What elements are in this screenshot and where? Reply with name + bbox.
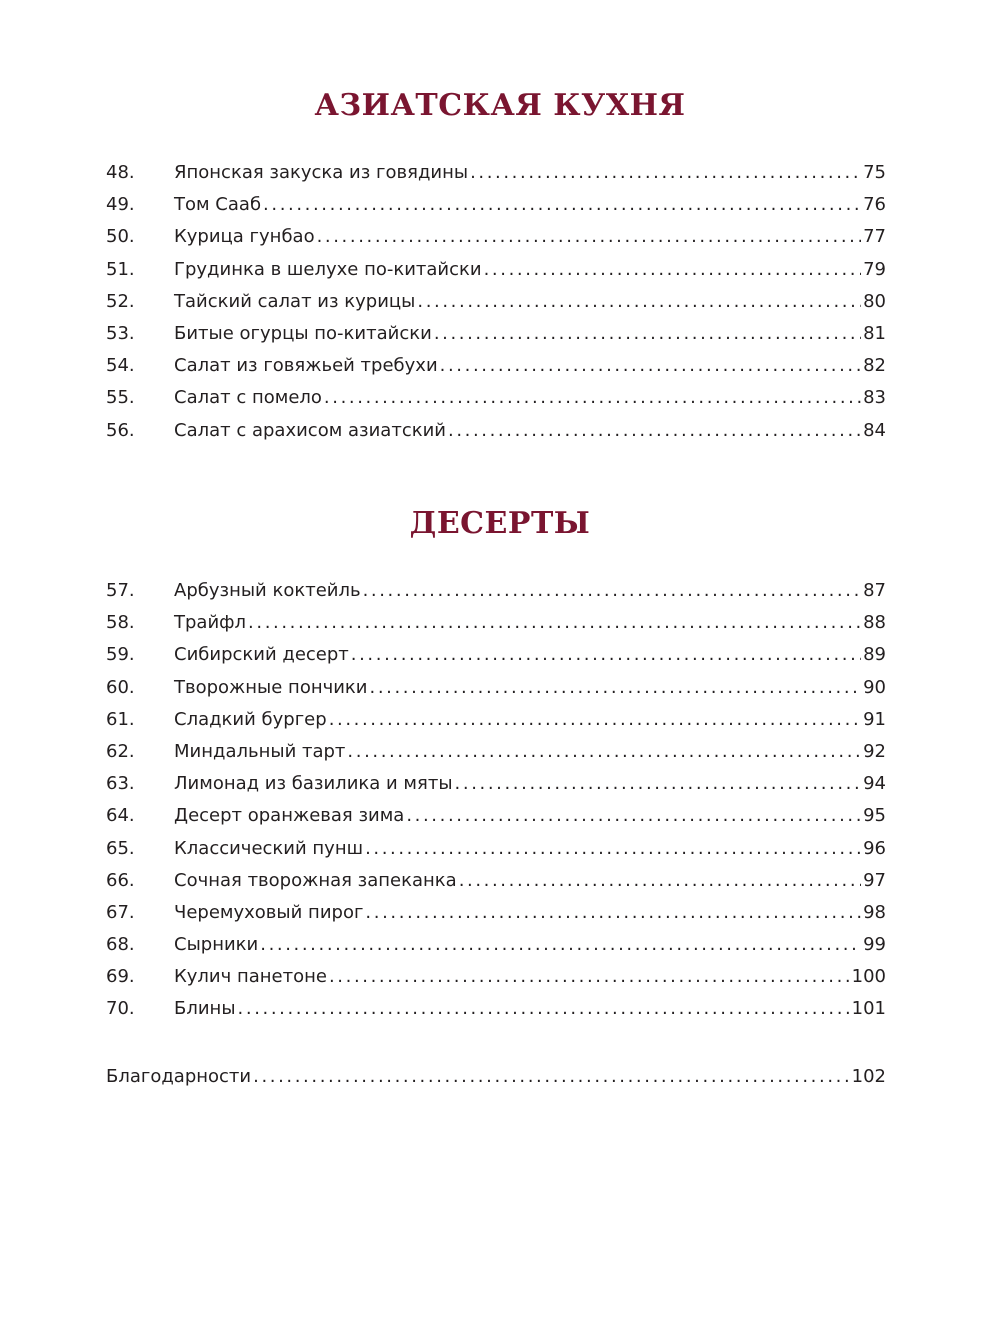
toc-entry[interactable]: [106, 226, 886, 258]
toc-entry-number: 52.: [106, 290, 135, 312]
toc-dot-leader: [370, 677, 862, 699]
toc-entry-page: 102: [851, 1066, 886, 1087]
toc-entry-title: Грудинка в шелухе по-китайски: [174, 258, 482, 280]
toc-entry-number: 67.: [106, 901, 135, 923]
toc-entry-title: Блины: [174, 998, 236, 1020]
toc-entry-title: Сибирский десерт: [174, 644, 349, 666]
toc-entry-title: Сырники: [174, 934, 259, 956]
toc-entry-page: 76: [863, 194, 886, 216]
toc-dot-leader: [470, 162, 861, 184]
toc-entry[interactable]: [106, 709, 886, 741]
toc-entry-title: Миндальный тарт: [174, 740, 346, 762]
toc-entry[interactable]: [106, 580, 886, 612]
toc-entry[interactable]: [106, 291, 886, 323]
toc-dot-leader: [448, 420, 861, 442]
toc-entry[interactable]: [106, 162, 886, 194]
toc-entry-number: 56.: [106, 419, 135, 441]
toc-entry-page: 87: [863, 580, 886, 601]
toc-entry-page: 92: [863, 740, 886, 762]
toc-entry-page: 100: [851, 966, 886, 988]
toc-entry-page: 97: [863, 869, 886, 891]
toc-entry-title: Салат из говяжьей требухи: [174, 355, 438, 377]
toc-entry-title: Том Сааб: [174, 194, 262, 216]
toc-entry-number: 69.: [106, 966, 135, 988]
toc-entry-number: 58.: [106, 612, 135, 634]
toc-entry[interactable]: [106, 741, 886, 773]
toc-entry[interactable]: [106, 644, 886, 676]
toc-dot-leader: [347, 741, 861, 763]
toc-dot-leader: [434, 323, 861, 345]
toc-entry-number: 54.: [106, 355, 135, 377]
toc-entry-title: Курица гунбао: [174, 226, 315, 248]
toc-entry[interactable]: [106, 259, 886, 291]
toc-entry-title: Сладкий бургер: [174, 708, 327, 730]
toc-dot-leader: [329, 966, 850, 988]
toc-entry-number: 55.: [106, 387, 135, 409]
toc-entry[interactable]: [106, 387, 886, 419]
toc-entry-page: 95: [863, 805, 886, 827]
toc-entry-number: 64.: [106, 805, 135, 827]
toc-entry-number: 49.: [106, 194, 135, 216]
toc-entry-page: 91: [863, 708, 886, 730]
toc-entry-number: 68.: [106, 934, 135, 956]
toc-entry[interactable]: [106, 934, 886, 966]
toc-entry-title: Битые огурцы по-китайски: [174, 322, 432, 344]
toc-entry-number: 59.: [106, 644, 135, 666]
toc-entry-title: Классический пунш: [174, 837, 364, 859]
toc-entry-page: 90: [863, 676, 886, 698]
toc-dot-leader: [324, 387, 861, 409]
toc-list-desserts: [106, 580, 886, 1031]
toc-entry[interactable]: [106, 323, 886, 355]
toc-entry-number: 53.: [106, 322, 135, 344]
toc-entry-title: Десерт оранжевая зима: [174, 805, 405, 827]
toc-entry[interactable]: [106, 355, 886, 387]
toc-entry-title: Кулич панетоне: [174, 966, 327, 988]
toc-entry-title: Творожные пончики: [174, 676, 368, 698]
toc-dot-leader: [317, 226, 862, 248]
toc-entry[interactable]: [106, 870, 886, 902]
toc-entry-title: Тайский салат из курицы: [174, 290, 416, 312]
toc-entry-number: 62.: [106, 740, 135, 762]
toc-dot-leader: [406, 805, 861, 827]
toc-dot-leader: [260, 934, 861, 956]
toc-entry-number: 63.: [106, 773, 135, 795]
toc-entry[interactable]: [106, 773, 886, 805]
toc-entry[interactable]: [106, 612, 886, 644]
toc-dot-leader: [248, 612, 861, 634]
toc-entry-number: 70.: [106, 998, 135, 1020]
toc-entry-acknowledgements[interactable]: [106, 1066, 886, 1098]
toc-list-asian: [106, 162, 886, 452]
toc-entry-page: 98: [863, 901, 886, 923]
toc-entry-page: 99: [863, 934, 886, 956]
toc-entry-page: 82: [863, 355, 886, 377]
toc-entry-page: 88: [863, 612, 886, 634]
toc-dot-leader: [455, 773, 862, 795]
toc-entry-number: 61.: [106, 708, 135, 730]
toc-dot-leader: [253, 1066, 850, 1088]
toc-entry-title: Черемуховый пирог: [174, 901, 364, 923]
toc-dot-leader: [351, 644, 861, 666]
toc-dot-leader: [417, 291, 861, 313]
toc-entry-page: 81: [863, 322, 886, 344]
toc-dot-leader: [365, 838, 861, 860]
section-title-asian: АЗИАТСКАЯ КУХНЯ: [314, 88, 686, 123]
toc-entry-title: Салат с помело: [174, 387, 322, 409]
toc-entry[interactable]: [106, 194, 886, 226]
toc-entry-title: Арбузный коктейль: [174, 580, 361, 601]
toc-entry-title: Салат с арахисом азиатский: [174, 419, 446, 441]
toc-entry[interactable]: [106, 420, 886, 452]
toc-entry[interactable]: [106, 838, 886, 870]
toc-entry-page: 96: [863, 837, 886, 859]
toc-entry-title: Сочная творожная запеканка: [174, 869, 457, 891]
toc-dot-leader: [363, 580, 862, 602]
toc-dot-leader: [459, 870, 861, 892]
toc-entry[interactable]: [106, 998, 886, 1030]
toc-entry-page: 89: [863, 644, 886, 666]
toc-entry-page: 79: [863, 258, 886, 280]
toc-dot-leader: [440, 355, 861, 377]
toc-entry-number: 50.: [106, 226, 135, 248]
toc-dot-leader: [365, 902, 861, 924]
toc-entry-title: Лимонад из базилика и мяты: [174, 773, 453, 795]
toc-entry[interactable]: [106, 966, 886, 998]
toc-entry-number: 65.: [106, 837, 135, 859]
toc-entry-page: 77: [863, 226, 886, 248]
toc-entry[interactable]: [106, 805, 886, 837]
toc-entry-page: 80: [863, 290, 886, 312]
toc-entry-number: 66.: [106, 869, 135, 891]
toc-entry-page: 84: [863, 419, 886, 441]
toc-dot-leader: [329, 709, 861, 731]
toc-entry-page: 94: [863, 773, 886, 795]
toc-entry-title: Трайфл: [174, 612, 247, 634]
toc-entry-number: 57.: [106, 580, 135, 601]
toc-entry[interactable]: [106, 677, 886, 709]
toc-dot-leader: [263, 194, 861, 216]
toc-entry-title: Японская закуска из говядины: [174, 162, 469, 183]
toc-dot-leader: [238, 998, 850, 1020]
toc-entry-number: 51.: [106, 258, 135, 280]
toc-entry-page: 75: [863, 162, 886, 183]
toc-dot-leader: [484, 259, 861, 281]
toc-entry-title: Благодарности: [106, 1066, 252, 1087]
toc-entry-number: 48.: [106, 162, 135, 183]
toc-entry-number: 60.: [106, 676, 135, 698]
section-title-desserts: ДЕСЕРТЫ: [409, 506, 591, 541]
toc-entry-page: 101: [851, 998, 886, 1020]
toc-entry[interactable]: [106, 902, 886, 934]
toc-entry-page: 83: [863, 387, 886, 409]
